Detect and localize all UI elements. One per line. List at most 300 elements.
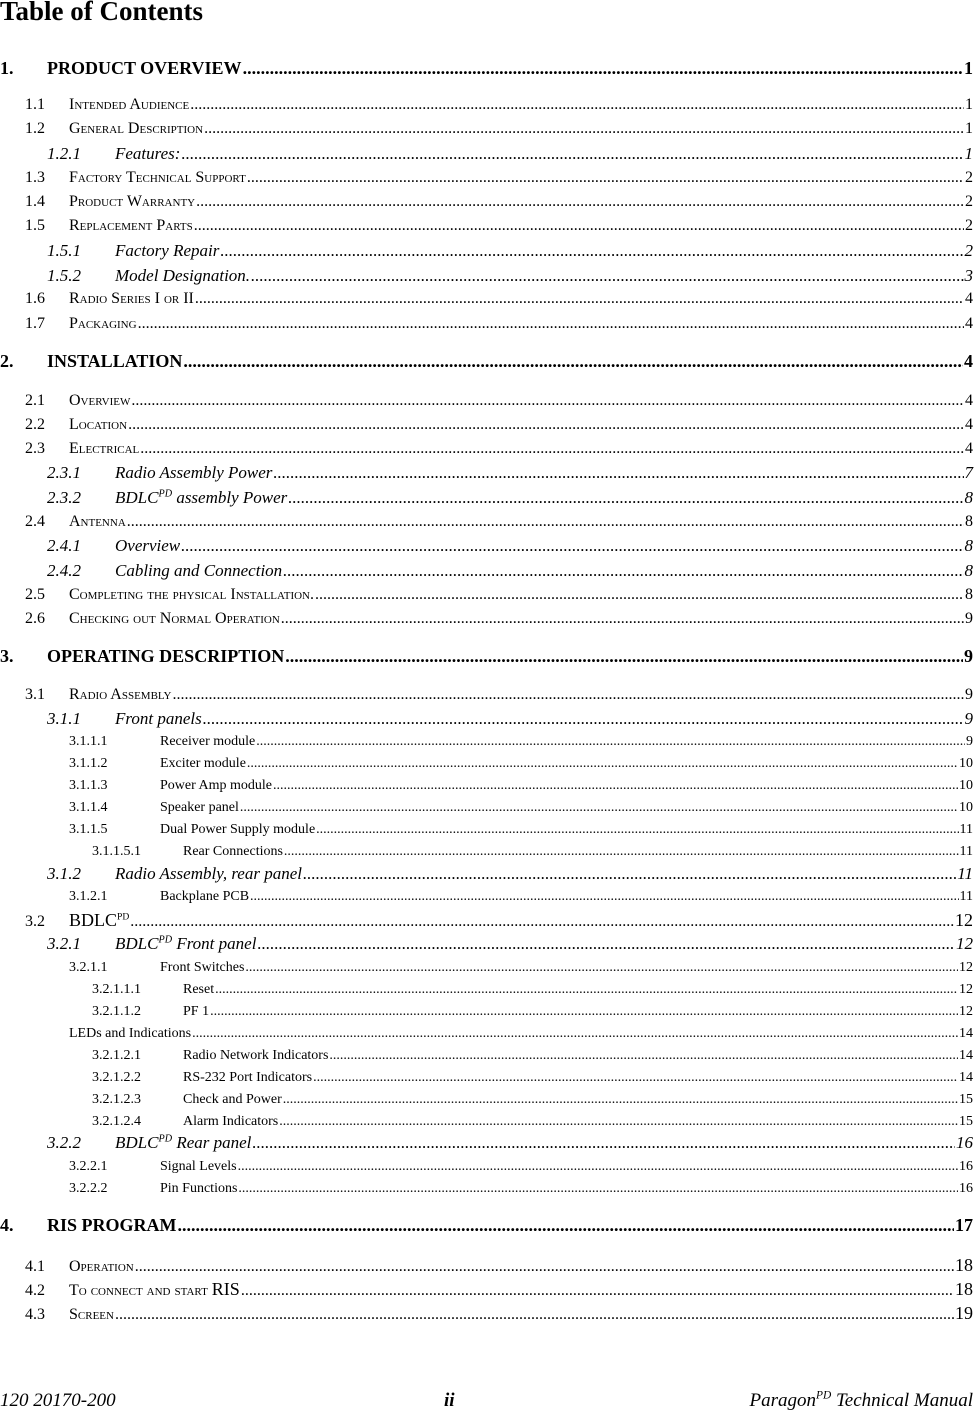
- toc-entry-title-text: Check and Power: [183, 1092, 282, 1107]
- toc-entry-leader: [172, 686, 964, 704]
- toc-entry-page: 1: [964, 144, 973, 163]
- toc-entry-number: 3.2.2.2: [69, 1181, 108, 1196]
- toc-entry[interactable]: [0, 193, 973, 211]
- toc-entry-title-suffix: assembly Power: [172, 488, 288, 507]
- toc-entry-title-text: Product Warranty: [69, 193, 196, 210]
- toc-entry-title: [115, 709, 202, 729]
- toc-entry-leader: [140, 440, 964, 458]
- toc-entry-title: [69, 686, 171, 704]
- toc-entry-title: [160, 1181, 237, 1197]
- toc-entry-title: [160, 889, 249, 905]
- toc-entry-title: [160, 1159, 237, 1175]
- toc-entry-leader: [204, 120, 964, 138]
- toc-entry-title-suffix: Front panel: [172, 934, 257, 953]
- toc-entry-leader: [138, 315, 964, 333]
- toc-entry-title-text: Intended Audience: [69, 96, 190, 113]
- toc-entry-title: [183, 844, 283, 860]
- toc-entry-page: 9: [965, 610, 973, 627]
- toc-entry-page: 4: [964, 351, 973, 371]
- toc-entry-title-text: Checking out Normal Operation: [69, 610, 280, 627]
- toc-entry-title: [69, 610, 280, 628]
- toc-entry-title: [160, 822, 315, 838]
- toc-entry[interactable]: [0, 709, 973, 729]
- toc-entry-leader: [250, 889, 958, 905]
- toc-entry-page: 4: [965, 440, 973, 457]
- toc-entry[interactable]: [0, 351, 973, 372]
- toc-entry-page: 19: [955, 1303, 973, 1323]
- toc-entry-number: 3.2.1.1.1: [92, 982, 141, 997]
- toc-entry-leader: [313, 1070, 958, 1086]
- toc-entry-title: [69, 1279, 240, 1300]
- toc-entry[interactable]: [0, 488, 973, 508]
- toc-entry-number: 3.1: [25, 686, 45, 703]
- toc-entry-page: 8: [964, 561, 973, 580]
- toc-entry-title: [115, 1133, 251, 1153]
- toc-entry-number: 3.2.1.1: [69, 960, 108, 975]
- toc-entry-leader: [241, 1282, 954, 1300]
- toc-entry-number: 2.2: [25, 416, 45, 433]
- toc-entry[interactable]: [0, 120, 973, 138]
- toc-entry[interactable]: [0, 910, 973, 931]
- toc-entry-number: 2.3.1: [47, 463, 81, 482]
- toc-entry-leader: [256, 734, 965, 750]
- toc-entry-title: [183, 1114, 278, 1130]
- toc-entry-page: 16: [959, 1159, 973, 1174]
- toc-entry-leader: [220, 241, 963, 261]
- toc-entry-page: 7: [964, 463, 973, 482]
- toc-entry-superscript: PD: [158, 1133, 173, 1145]
- toc-entry[interactable]: [0, 778, 973, 794]
- toc-entry-title-text: Front panels: [115, 709, 202, 728]
- toc-entry-number: 4.3: [25, 1306, 45, 1323]
- toc-entry-title: [115, 934, 256, 954]
- toc-entry-leader: [215, 982, 958, 998]
- toc-entry-page: 16: [959, 1181, 973, 1196]
- toc-entry[interactable]: [0, 889, 973, 905]
- toc-entry-leader: [288, 488, 963, 508]
- page-footer: [0, 1390, 973, 1416]
- toc-entry-title-text: BDLC: [115, 488, 159, 507]
- toc-entry-leader: [181, 144, 963, 164]
- toc-entry[interactable]: [0, 734, 973, 750]
- toc-entry-page: 15: [959, 1114, 973, 1129]
- toc-entry-title-text: OPERATING DESCRIPTION: [47, 646, 285, 666]
- toc-entry-leader: [115, 1306, 954, 1324]
- toc-entry-title: [47, 351, 182, 372]
- toc-entry-number: 1.2: [25, 120, 45, 137]
- toc-entry[interactable]: [0, 586, 973, 604]
- toc-entry-title: [69, 217, 193, 235]
- toc-entry-page: 2: [965, 217, 973, 234]
- toc-entry-leader: [195, 290, 964, 308]
- toc-entry-title: [115, 488, 287, 508]
- toc-entry-leader: [203, 709, 964, 729]
- toc-entry-title-text: Cabling and Connection: [115, 561, 283, 580]
- toc-entry-page: 11: [959, 889, 973, 904]
- toc-entry-number: 3.1.1.3: [69, 778, 108, 793]
- toc-entry[interactable]: [0, 1114, 973, 1130]
- toc-entry-title-text: Overview: [115, 536, 181, 555]
- toc-entry-number: 3.1.1.1: [69, 734, 108, 749]
- toc-entry-leader: [247, 169, 964, 187]
- toc-entry[interactable]: [0, 646, 973, 667]
- toc-entry-leader: [284, 844, 959, 860]
- toc-entry-title-text: Completing the physical Installation.: [69, 586, 314, 603]
- toc-entry-number: 1.2.1: [47, 144, 81, 163]
- toc-entry-title-text: RIS PROGRAM: [47, 1215, 177, 1235]
- toc-entry-leader: [273, 463, 963, 483]
- toc-entry-leader: [283, 1092, 958, 1108]
- toc-entry-page: 4: [965, 315, 973, 332]
- toc-entry-title: [115, 561, 282, 581]
- toc-entry[interactable]: [0, 1303, 973, 1324]
- toc-entry-title: [47, 646, 284, 667]
- toc-entry-page: 18: [955, 1255, 973, 1275]
- toc-entry-title-text: Front Switches: [160, 960, 245, 975]
- toc-entry-leader: [283, 561, 963, 581]
- toc-entry-page: 3: [964, 266, 973, 285]
- toc-entry[interactable]: [0, 463, 973, 483]
- toc-entry-title-text: Signal Levels: [160, 1159, 237, 1174]
- toc-entry[interactable]: [0, 1004, 973, 1020]
- toc-entry[interactable]: [0, 822, 973, 838]
- toc-entry-title-text: Location: [69, 416, 128, 433]
- toc-entry[interactable]: [0, 844, 973, 860]
- toc-entry-title: [160, 734, 255, 750]
- toc-entry-title-text: Antenna: [69, 513, 126, 530]
- toc-entry-title-text: Packaging: [69, 315, 137, 332]
- toc-entry-title-text: Features:: [115, 144, 181, 163]
- toc-entry-number: 1.6: [25, 290, 45, 307]
- toc-entry[interactable]: [0, 1048, 973, 1064]
- toc-entry-title: [69, 120, 203, 138]
- toc-entry[interactable]: [0, 1215, 973, 1236]
- toc-entry[interactable]: [0, 1279, 973, 1300]
- toc-entry[interactable]: [0, 1026, 973, 1042]
- toc-entry-number: 3.1.2: [47, 864, 81, 883]
- toc-entry-page: 14: [959, 1048, 973, 1063]
- toc-entry-leader: [183, 351, 963, 372]
- toc-entry-number: 2.4.2: [47, 561, 81, 580]
- toc-entry-leader: [243, 58, 963, 79]
- toc-entry-page: 8: [965, 513, 973, 530]
- toc-entry-title: [47, 1215, 177, 1236]
- toc-entry-number: 2.3: [25, 440, 45, 457]
- toc-entry-title-suffix: Rear panel: [172, 1133, 252, 1152]
- toc-entry-number: 3.1.1.5: [69, 822, 108, 837]
- toc-entry-number: 2.4: [25, 513, 45, 530]
- toc-entry-leader: [252, 1133, 955, 1153]
- toc-entry-leader: [303, 864, 956, 884]
- toc-entry-number: 1.1: [25, 96, 45, 113]
- toc-entry-page: 8: [965, 586, 973, 603]
- toc-entry-leader: [178, 1215, 955, 1236]
- toc-entry-leader: [210, 1004, 958, 1020]
- manual-title-sup: PD: [816, 1389, 832, 1402]
- toc-entry-page: 12: [959, 982, 973, 997]
- toc-entry-title-text: INSTALLATION: [47, 351, 183, 371]
- toc-entry-title-text: BDLC: [115, 1133, 159, 1152]
- document-number: 120 20170-200: [0, 1390, 116, 1411]
- toc-entry[interactable]: [0, 756, 973, 772]
- toc-entry[interactable]: [0, 416, 973, 434]
- toc-entry-number: 1.5.1: [47, 241, 81, 260]
- toc-entry-number: 3.1.1.5.1: [92, 844, 141, 859]
- toc-entry-title-text: Operation: [69, 1258, 134, 1275]
- toc-entry-leader: [127, 513, 964, 531]
- toc-entry-title: [183, 1004, 209, 1020]
- toc-entry-page: 4: [965, 290, 973, 307]
- toc-entry[interactable]: [0, 217, 973, 235]
- toc-entry[interactable]: [0, 315, 973, 333]
- toc-entry-page: 4: [965, 392, 973, 409]
- toc-entry-number: 1.5.2: [47, 266, 81, 285]
- toc-entry-page: 10: [959, 756, 973, 771]
- toc-entry-number: 3.2.1.2.4: [92, 1114, 141, 1129]
- toc-entry-title: [69, 1258, 134, 1276]
- toc-entry-page: 9: [965, 686, 973, 703]
- toc-entry-title: [115, 241, 219, 261]
- toc-entry-number: 2.6: [25, 610, 45, 627]
- toc-entry-leader: [257, 934, 955, 954]
- toc-entry-title-text: RS-232 Port Indicators: [183, 1070, 313, 1085]
- toc-entry-number: 2.3.2: [47, 488, 81, 507]
- toc-entry-page: 12: [956, 934, 973, 953]
- toc-entry-page: 12: [959, 1004, 973, 1019]
- toc-entry-page: 1: [964, 58, 973, 78]
- toc-entry-page: 16: [956, 1133, 973, 1152]
- toc-entry-title-text: Reset: [183, 982, 215, 997]
- toc-entry-title-text: PF 1: [183, 1004, 210, 1019]
- toc-entry-number: 3.2.1: [47, 934, 81, 953]
- toc-entry-leader: [238, 1181, 958, 1197]
- toc-entry-title: [160, 960, 244, 976]
- toc-entry[interactable]: [0, 1133, 973, 1153]
- toc-entry-title: [69, 416, 127, 434]
- toc-entry-title: [115, 536, 180, 556]
- toc-entry-title-text: PRODUCT OVERVIEW: [47, 58, 242, 78]
- toc-entry-leader: [181, 536, 963, 556]
- manual-title-rest: Technical Manual: [831, 1390, 973, 1411]
- toc-entry-leader: [128, 416, 964, 434]
- toc-entry[interactable]: [0, 290, 973, 308]
- toc-entry-title: [69, 193, 195, 211]
- toc-entry-page: 12: [955, 910, 973, 930]
- toc-entry[interactable]: [0, 513, 973, 531]
- toc-entry-page: 2: [964, 241, 973, 260]
- toc-entry-page: 15: [959, 1092, 973, 1107]
- toc-entry-title-text: Pin Functions: [160, 1181, 238, 1196]
- toc-entry-title-text: General Description: [69, 120, 204, 137]
- toc-entry-page: 9: [964, 646, 973, 666]
- toc-entry-number: 3.2.1.2.3: [92, 1092, 141, 1107]
- toc-entry-title: [183, 1048, 328, 1064]
- toc-entry-title-text: Radio Series I or II: [69, 290, 194, 307]
- toc-entry-title-text: To connect and start: [69, 1282, 212, 1299]
- toc-entry-title-text: Radio Network Indicators: [183, 1048, 329, 1063]
- toc-entry[interactable]: [0, 1181, 973, 1197]
- toc-entry-page: 1: [965, 96, 973, 113]
- toc-entry-leader: [240, 800, 958, 816]
- toc-entry-number: 1.3: [25, 169, 45, 186]
- toc-entry-leader: [247, 756, 958, 772]
- toc-entry-leader: [315, 586, 964, 604]
- toc-entry-leader: [190, 96, 964, 114]
- toc-entry-number: 3.1.1.2: [69, 756, 108, 771]
- toc-entry-title-text: Screen: [69, 1306, 114, 1323]
- toc-entry-title-text: Replacement Parts: [69, 217, 193, 234]
- toc-entry-title-text: Radio Assembly Power: [115, 463, 273, 482]
- toc-entry-leader: [273, 778, 958, 794]
- toc-entry-page: 17: [955, 1215, 973, 1235]
- toc-entry-number: 3.2: [25, 913, 45, 930]
- toc-entry-number: 3.1.1: [47, 709, 81, 728]
- toc-entry-title-text: BDLC: [115, 934, 159, 953]
- toc-entry[interactable]: [0, 144, 973, 164]
- toc-entry-title: [69, 96, 189, 114]
- toc-entry-title-text: Exciter module: [160, 756, 246, 771]
- toc-entry[interactable]: [0, 392, 973, 410]
- toc-entry-title: [115, 463, 272, 483]
- toc-entry-leader: [194, 217, 964, 235]
- toc-entry-title: [115, 266, 250, 286]
- toc-entry[interactable]: [0, 864, 973, 884]
- toc-entry-title-text: Factory Technical Support: [69, 169, 246, 186]
- toc-entry[interactable]: [0, 982, 973, 998]
- toc-entry-page: 1: [965, 120, 973, 137]
- toc-entry-number: 3.1.2.1: [69, 889, 108, 904]
- toc-entry-page: 8: [964, 488, 973, 507]
- toc-entry-title: [47, 58, 242, 79]
- toc-entry-title-text: Overview: [69, 392, 131, 409]
- toc-entry-number: 1.5: [25, 217, 45, 234]
- toc-entry-title: [69, 1306, 114, 1324]
- toc-entry[interactable]: [0, 610, 973, 628]
- toc-entry-number: 3.2.1.2.2: [92, 1070, 141, 1085]
- toc-entry-page: 10: [959, 778, 973, 793]
- toc-entry-number: 3.2.1.1.2: [92, 1004, 141, 1019]
- toc-entry-superscript: PD: [117, 911, 130, 923]
- toc-entry-title-text: Speaker panel: [160, 800, 239, 815]
- toc-entry-number: 2.4.1: [47, 536, 81, 555]
- toc-entry-title: [69, 169, 246, 187]
- toc-entry-superscript: PD: [158, 488, 173, 500]
- toc-entry-title-text: Rear Connections: [183, 844, 283, 859]
- toc-entry-number: 3.1.1.4: [69, 800, 108, 815]
- toc-entry-title-text: Alarm Indicators: [183, 1114, 279, 1129]
- toc-entry-title: [69, 586, 314, 604]
- toc-entry-title-text: LEDs and Indications: [69, 1026, 192, 1041]
- toc-entry-page: 8: [964, 536, 973, 555]
- toc-entry[interactable]: [0, 536, 973, 556]
- toc-entry-page: 18: [955, 1279, 973, 1299]
- toc-entry-title-text: BDLC: [69, 910, 118, 930]
- toc-entry-title-text: Model Designation.: [115, 266, 251, 285]
- toc-entry-page: 11: [959, 844, 973, 859]
- toc-entry[interactable]: [0, 1255, 973, 1276]
- toc-entry-page: 11: [957, 864, 973, 883]
- toc-entry[interactable]: [0, 169, 973, 187]
- toc-entry[interactable]: [0, 440, 973, 458]
- toc-entry-title-text: Receiver module: [160, 734, 256, 749]
- toc-entry-leader: [251, 266, 963, 286]
- toc-entry-page: 9: [964, 709, 973, 728]
- toc-entry-page: 14: [959, 1026, 973, 1041]
- toc-entry-title: [69, 440, 139, 458]
- toc-entry-superscript: PD: [158, 934, 173, 946]
- toc-entry-page: 2: [965, 193, 973, 210]
- toc-entry[interactable]: [0, 1092, 973, 1108]
- toc-entry-number: 3.2.2.1: [69, 1159, 108, 1174]
- toc-entry-title: [160, 756, 246, 772]
- toc-entry-number: 1.4: [25, 193, 45, 210]
- toc-entry[interactable]: [0, 686, 973, 704]
- toc-entry-number: 2.1: [25, 392, 45, 409]
- toc-entry-title: [183, 1092, 282, 1108]
- toc-entry-number: 4.: [0, 1215, 14, 1235]
- toc-entry-page: 11: [959, 822, 973, 837]
- toc-entry-title: [69, 290, 194, 308]
- toc-entry-title-text: Dual Power Supply module: [160, 822, 316, 837]
- toc-entry-title: [183, 1070, 312, 1086]
- toc-entry[interactable]: [0, 960, 973, 976]
- toc-entry-page: 9: [966, 734, 973, 749]
- toc-entry-page: 14: [959, 1070, 973, 1085]
- toc-entry-title: [69, 1026, 191, 1042]
- toc-entry-leader: [279, 1114, 958, 1130]
- toc-entry[interactable]: [0, 800, 973, 816]
- toc-entry-page: 10: [959, 800, 973, 815]
- toc-entry[interactable]: [0, 561, 973, 581]
- toc-entry-title: [69, 315, 137, 333]
- toc-entry-title-text: Radio Assembly, rear panel: [115, 864, 302, 883]
- toc-entry-title: [160, 778, 272, 794]
- toc-entry-number: 4.2: [25, 1282, 45, 1299]
- toc-entry[interactable]: [0, 1070, 973, 1086]
- toc-entry-leader: [316, 822, 958, 838]
- toc-entry-title-text: Electrical: [69, 440, 140, 457]
- toc-entry[interactable]: [0, 934, 973, 954]
- toc-entry-title-text: Backplane PCB: [160, 889, 250, 904]
- toc-entry[interactable]: [0, 58, 973, 79]
- page-number: ii: [444, 1390, 455, 1411]
- toc-entry-number: 2.5: [25, 586, 45, 603]
- toc-entry-title-text: Radio Assembly: [69, 686, 172, 703]
- toc-entry-title-text: Factory Repair: [115, 241, 220, 260]
- toc-entry-leader: [238, 1159, 958, 1175]
- page-title: Table of Contents: [0, 0, 204, 26]
- toc-entry-number: 1.7: [25, 315, 45, 332]
- toc-entry[interactable]: [0, 1159, 973, 1175]
- manual-title: [750, 1390, 973, 1412]
- toc-entry-leader: [285, 646, 963, 667]
- toc-entry-leader: [192, 1026, 958, 1042]
- toc-entry[interactable]: [0, 266, 973, 286]
- toc-entry-title: [69, 910, 129, 931]
- toc-entry-number: 3.2.2: [47, 1133, 81, 1152]
- toc-entry-leader: [196, 193, 964, 211]
- toc-entry-number: 1.: [0, 58, 14, 78]
- toc-entry[interactable]: [0, 241, 973, 261]
- toc-entry-page: 12: [959, 960, 973, 975]
- toc-entry-leader: [130, 913, 954, 931]
- toc-entry-leader: [281, 610, 964, 628]
- toc-entry[interactable]: [0, 96, 973, 114]
- toc-entry-title-suffix: RIS: [211, 1279, 240, 1299]
- toc-entry-title-text: Power Amp module: [160, 778, 272, 793]
- toc-entry-number: 4.1: [25, 1258, 45, 1275]
- manual-title-main: Paragon: [749, 1390, 817, 1411]
